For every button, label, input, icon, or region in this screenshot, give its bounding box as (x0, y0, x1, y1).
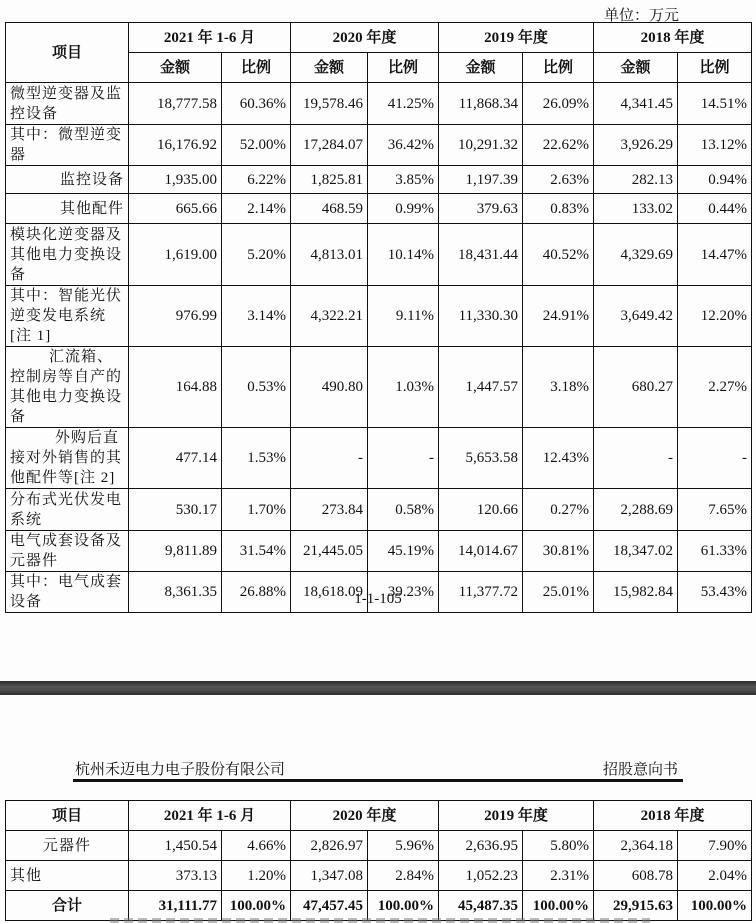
cell: 25.01% (523, 572, 594, 613)
cell: 3.18% (523, 347, 594, 428)
header-amount: 金额 (594, 53, 678, 83)
cell: 4,322.21 (291, 286, 368, 347)
cell: 2.27% (678, 347, 752, 428)
cell: 379.63 (439, 194, 523, 224)
unit-label: 单位：万元 (604, 8, 680, 24)
cell: 31,111.77 (129, 891, 222, 921)
table-row (6, 489, 752, 531)
cell: 15,982.84 (594, 572, 678, 613)
cell: 31.54% (222, 531, 291, 572)
header-ratio: 比例 (368, 53, 439, 83)
cell: 3,926.29 (594, 125, 678, 166)
cell: 30.81% (523, 531, 594, 572)
table-row (6, 224, 752, 286)
cell: 2,364.18 (594, 831, 678, 861)
header-rule (73, 779, 683, 782)
cell: 1,052.23 (439, 861, 523, 891)
row-label: 其中：电气成套设备 (6, 572, 129, 613)
cell: 1.70% (222, 489, 291, 531)
document-title: 招股意向书 (603, 762, 679, 778)
cell: 273.84 (291, 489, 368, 531)
row-label: 微型逆变器及监控设备 (6, 83, 129, 125)
cell: 282.13 (594, 166, 678, 194)
cell: 1,447.57 (439, 347, 523, 428)
cell: 3.14% (222, 286, 291, 347)
cell: 14.51% (678, 83, 752, 125)
cell: 17,284.07 (291, 125, 368, 166)
cell: 26.88% (222, 572, 291, 613)
cell: 2,826.97 (291, 831, 368, 861)
cell: 100.00% (678, 891, 752, 921)
cell: 14.47% (678, 224, 752, 286)
header-item: 项目 (6, 801, 129, 831)
cell: 665.66 (129, 194, 222, 224)
row-label: 汇流箱、控制房等自产的其他电力变换设备 (6, 347, 129, 428)
cell: 1.20% (222, 861, 291, 891)
header-period-2019: 2019 年度 (439, 801, 594, 831)
cell: 39.23% (368, 572, 439, 613)
cell: 5,653.58 (439, 428, 523, 489)
cell: 2,288.69 (594, 489, 678, 531)
cell: 0.44% (678, 194, 752, 224)
row-label: 外购后直接对外销售的其他配件等[注 2] (6, 428, 129, 489)
cell: 9,811.89 (129, 531, 222, 572)
cell: 14,014.67 (439, 531, 523, 572)
cell: 133.02 (594, 194, 678, 224)
cell: 976.99 (129, 286, 222, 347)
row-label: 其他配件 (6, 194, 129, 224)
cell: 0.83% (523, 194, 594, 224)
cell: 1,935.00 (129, 166, 222, 194)
company-name: 杭州禾迈电力电子股份有限公司 (75, 762, 286, 778)
cell: 164.88 (129, 347, 222, 428)
cell: 1,619.00 (129, 224, 222, 286)
cell: 2,636.95 (439, 831, 523, 861)
cell: 100.00% (523, 891, 594, 921)
header-ratio: 比例 (222, 53, 291, 83)
row-label: 分布式光伏发电系统 (6, 489, 129, 531)
cell: 0.53% (222, 347, 291, 428)
header-period-2020: 2020 年度 (291, 801, 439, 831)
cell: 7.65% (678, 489, 752, 531)
cell: 52.00% (222, 125, 291, 166)
header-amount: 金额 (129, 53, 222, 83)
row-label: 其中：智能光伏逆变发电系统[注 1] (6, 286, 129, 347)
cell: 10,291.32 (439, 125, 523, 166)
cell: 8,361.35 (129, 572, 222, 613)
row-label: 电气成套设备及元器件 (6, 531, 129, 572)
cell: 18,431.44 (439, 224, 523, 286)
cell: 13.12% (678, 125, 752, 166)
cell: 680.27 (594, 347, 678, 428)
row-label: 监控设备 (6, 166, 129, 194)
cell: 5.96% (368, 831, 439, 861)
cell: 18,777.58 (129, 83, 222, 125)
cell: 0.27% (523, 489, 594, 531)
truncated-text-line (110, 918, 650, 923)
cell: 24.91% (523, 286, 594, 347)
table-row (6, 83, 752, 125)
cell: 60.36% (222, 83, 291, 125)
cell: - (594, 428, 678, 489)
cell: 2.14% (222, 194, 291, 224)
row-label: 模块化逆变器及其他电力变换设备 (6, 224, 129, 286)
header-period-2018: 2018 年度 (594, 801, 752, 831)
cell: 100.00% (368, 891, 439, 921)
table-row (6, 194, 752, 224)
cell: 53.43% (678, 572, 752, 613)
table-row (6, 531, 752, 572)
cell: 2.84% (368, 861, 439, 891)
cell: 4,329.69 (594, 224, 678, 286)
cell: 1,197.39 (439, 166, 523, 194)
cell: 2.31% (523, 861, 594, 891)
cell: 4,813.01 (291, 224, 368, 286)
cell: 1,347.08 (291, 861, 368, 891)
cell: 61.33% (678, 531, 752, 572)
header-period-2021h1: 2021 年 1-6 月 (129, 23, 291, 53)
cell: 0.58% (368, 489, 439, 531)
cell: 40.52% (523, 224, 594, 286)
header-ratio: 比例 (523, 53, 594, 83)
row-label: 其他 (6, 861, 129, 891)
cell: 45,487.35 (439, 891, 523, 921)
table-row (6, 286, 752, 347)
cell: 608.78 (594, 861, 678, 891)
revenue-table-part1 (5, 22, 752, 613)
table-row (6, 125, 752, 166)
cell: - (291, 428, 368, 489)
table-row (6, 861, 752, 891)
cell: 4,341.45 (594, 83, 678, 125)
cell: 100.00% (222, 891, 291, 921)
cell: 22.62% (523, 125, 594, 166)
cell: 36.42% (368, 125, 439, 166)
row-label: 其中：微型逆变器 (6, 125, 129, 166)
cell: 19,578.46 (291, 83, 368, 125)
cell: 45.19% (368, 531, 439, 572)
cell: 18,618.09 (291, 572, 368, 613)
cell: 47,457.45 (291, 891, 368, 921)
cell: 120.66 (439, 489, 523, 531)
row-label: 合计 (6, 891, 129, 921)
cell: 11,377.72 (439, 572, 523, 613)
cell: 373.13 (129, 861, 222, 891)
cell: 1.53% (222, 428, 291, 489)
header-period-2021h1: 2021 年 1-6 月 (129, 801, 291, 831)
cell: 16,176.92 (129, 125, 222, 166)
cell: 0.99% (368, 194, 439, 224)
page-separator (0, 681, 756, 695)
header-period-2020: 2020 年度 (291, 23, 439, 53)
cell: 2.04% (678, 861, 752, 891)
cell: 5.20% (222, 224, 291, 286)
table-row (6, 428, 752, 489)
table-row (6, 831, 752, 861)
cell: 468.59 (291, 194, 368, 224)
cell: 12.20% (678, 286, 752, 347)
cell: 5.80% (523, 831, 594, 861)
cell: 18,347.02 (594, 531, 678, 572)
cell: 9.11% (368, 286, 439, 347)
table-row (6, 166, 752, 194)
row-label: 元器件 (6, 831, 129, 861)
cell: 4.66% (222, 831, 291, 861)
table-row-total (6, 891, 752, 921)
cell: 6.22% (222, 166, 291, 194)
header-amount: 金额 (291, 53, 368, 83)
cell: 1,825.81 (291, 166, 368, 194)
header-item: 项目 (6, 23, 129, 83)
cell: 7.90% (678, 831, 752, 861)
cell: 11,330.30 (439, 286, 523, 347)
cell: 490.80 (291, 347, 368, 428)
cell: 0.94% (678, 166, 752, 194)
table-row (6, 347, 752, 428)
cell: - (678, 428, 752, 489)
revenue-table-part2 (5, 800, 752, 921)
cell: 1,450.54 (129, 831, 222, 861)
cell: 29,915.63 (594, 891, 678, 921)
header-ratio: 比例 (678, 53, 752, 83)
cell: 477.14 (129, 428, 222, 489)
page-number: 1-1-105 (354, 591, 402, 607)
cell: 530.17 (129, 489, 222, 531)
header-period-2019: 2019 年度 (439, 23, 594, 53)
cell: 41.25% (368, 83, 439, 125)
cell: 3,649.42 (594, 286, 678, 347)
cell: 26.09% (523, 83, 594, 125)
header-amount: 金额 (439, 53, 523, 83)
cell: 3.85% (368, 166, 439, 194)
cell: 21,445.05 (291, 531, 368, 572)
cell: 11,868.34 (439, 83, 523, 125)
header-period-2018: 2018 年度 (594, 23, 752, 53)
cell: - (368, 428, 439, 489)
cell: 12.43% (523, 428, 594, 489)
cell: 2.63% (523, 166, 594, 194)
cell: 10.14% (368, 224, 439, 286)
cell: 1.03% (368, 347, 439, 428)
